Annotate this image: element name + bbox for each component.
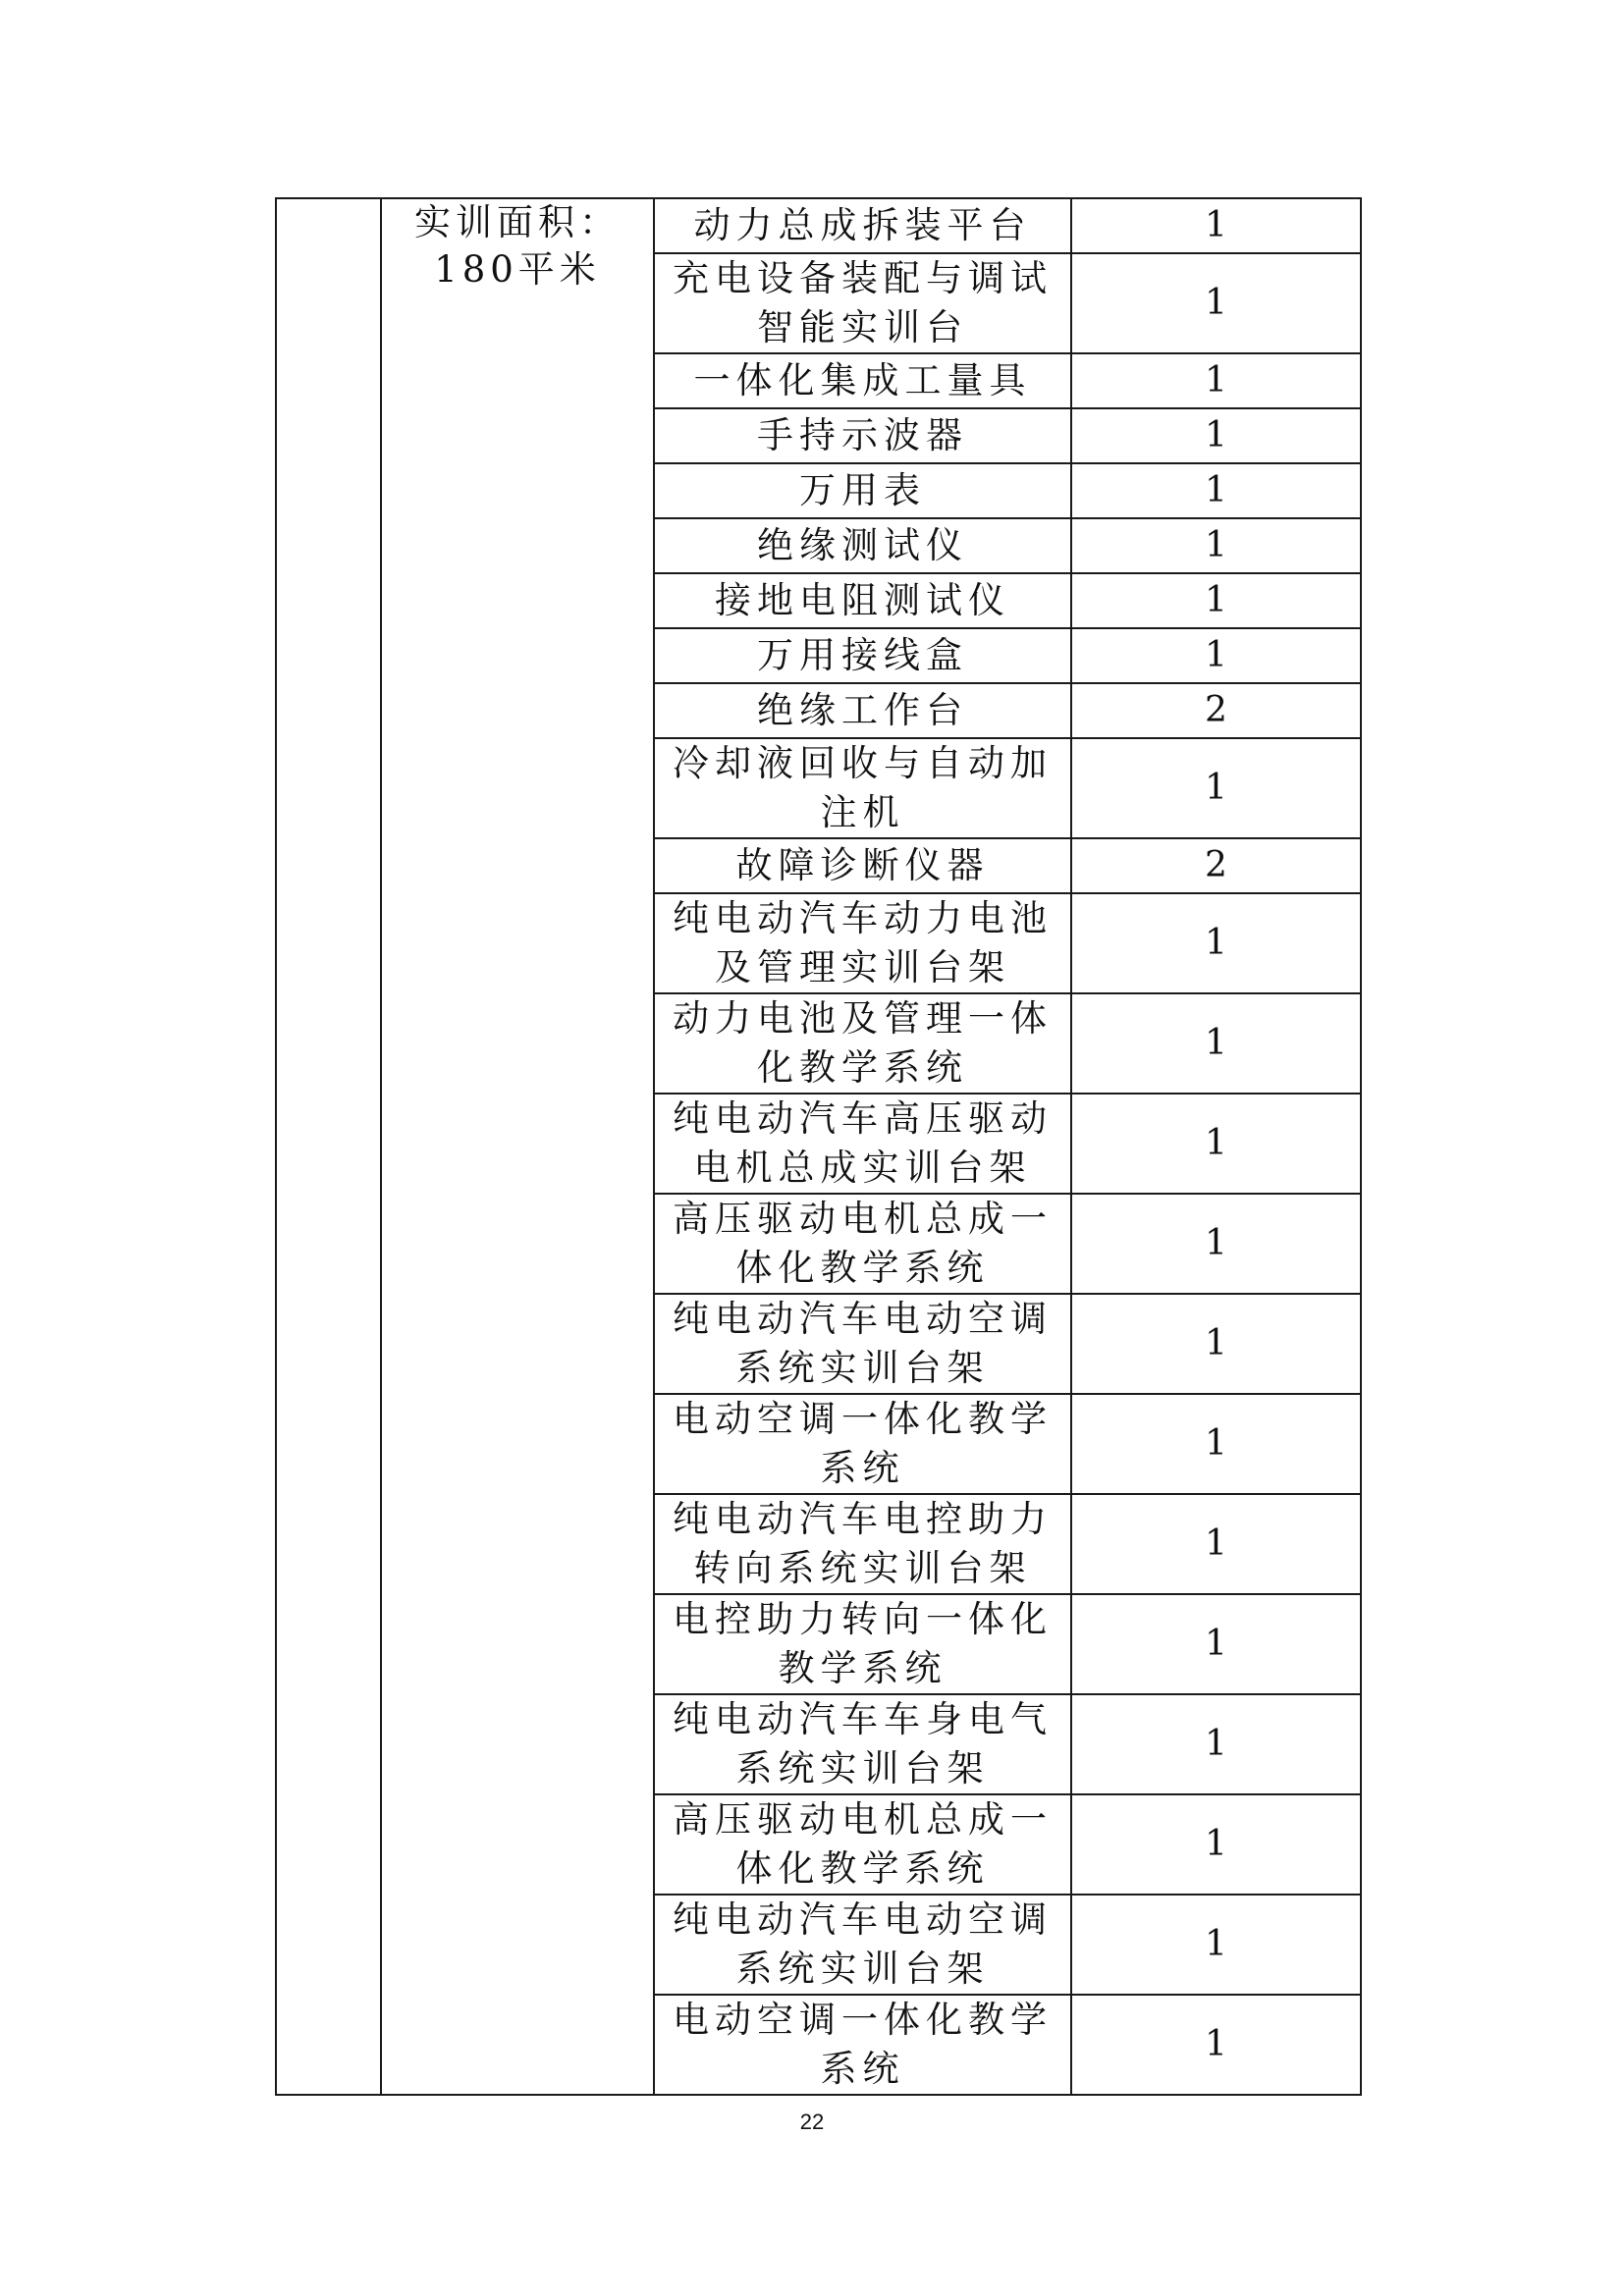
quantity-cell: 2	[1071, 838, 1361, 893]
quantity-cell: 1	[1071, 253, 1361, 353]
quantity-cell: 1	[1071, 463, 1361, 518]
page-number: 22	[799, 2109, 825, 2134]
equipment-table-body	[276, 198, 1361, 2095]
quantity-cell: 1	[1071, 893, 1361, 993]
quantity-cell: 1	[1071, 408, 1361, 463]
equipment-name-cell: 高压驱动电机总成一体化教学系统	[654, 1194, 1071, 1294]
equipment-name-cell: 充电设备装配与调试智能实训台	[654, 253, 1071, 353]
equipment-name-cell: 故障诊断仪器	[654, 838, 1071, 893]
equipment-name-cell: 一体化集成工量具	[654, 353, 1071, 408]
quantity-cell: 1	[1071, 1094, 1361, 1194]
equipment-name-cell: 纯电动汽车电控助力转向系统实训台架	[654, 1494, 1071, 1594]
equipment-name-cell: 冷却液回收与自动加注机	[654, 738, 1071, 838]
equipment-name-cell: 电动空调一体化教学系统	[654, 1995, 1071, 2095]
quantity-cell: 1	[1071, 1194, 1361, 1294]
equipment-name-cell: 纯电动汽车动力电池及管理实训台架	[654, 893, 1071, 993]
equipment-name-cell: 电控助力转向一体化教学系统	[654, 1594, 1071, 1694]
quantity-cell: 1	[1071, 1394, 1361, 1494]
quantity-cell: 1	[1071, 353, 1361, 408]
quantity-cell: 1	[1071, 1694, 1361, 1794]
blank-category-cell	[276, 198, 381, 2095]
equipment-table	[275, 197, 1362, 2096]
equipment-name-cell: 绝缘测试仪	[654, 518, 1071, 573]
quantity-cell: 2	[1071, 683, 1361, 738]
equipment-name-cell: 纯电动汽车车身电气系统实训台架	[654, 1694, 1071, 1794]
equipment-name-cell: 动力总成拆装平台	[654, 198, 1071, 253]
quantity-cell: 1	[1071, 738, 1361, 838]
quantity-cell: 1	[1071, 628, 1361, 683]
equipment-name-cell: 手持示波器	[654, 408, 1071, 463]
quantity-cell: 1	[1071, 518, 1361, 573]
quantity-cell: 1	[1071, 1294, 1361, 1394]
quantity-cell: 1	[1071, 1494, 1361, 1594]
equipment-name-cell: 绝缘工作台	[654, 683, 1071, 738]
equipment-name-cell: 动力电池及管理一体化教学系统	[654, 993, 1071, 1094]
equipment-name-cell: 高压驱动电机总成一体化教学系统	[654, 1794, 1071, 1895]
training-area-cell: 实训面积：180平米	[381, 198, 654, 2095]
equipment-name-cell: 万用接线盒	[654, 628, 1071, 683]
quantity-cell: 1	[1071, 993, 1361, 1094]
quantity-cell: 1	[1071, 198, 1361, 253]
quantity-cell: 1	[1071, 573, 1361, 628]
equipment-name-cell: 纯电动汽车电动空调系统实训台架	[654, 1895, 1071, 1995]
equipment-name-cell: 纯电动汽车电动空调系统实训台架	[654, 1294, 1071, 1394]
equipment-name-cell: 纯电动汽车高压驱动电机总成实训台架	[654, 1094, 1071, 1194]
equipment-name-cell: 电动空调一体化教学系统	[654, 1394, 1071, 1494]
equipment-name-cell: 万用表	[654, 463, 1071, 518]
equipment-name-cell: 接地电阻测试仪	[654, 573, 1071, 628]
quantity-cell: 1	[1071, 1995, 1361, 2095]
quantity-cell: 1	[1071, 1794, 1361, 1895]
quantity-cell: 1	[1071, 1594, 1361, 1694]
quantity-cell: 1	[1071, 1895, 1361, 1995]
table-row	[276, 198, 1361, 253]
